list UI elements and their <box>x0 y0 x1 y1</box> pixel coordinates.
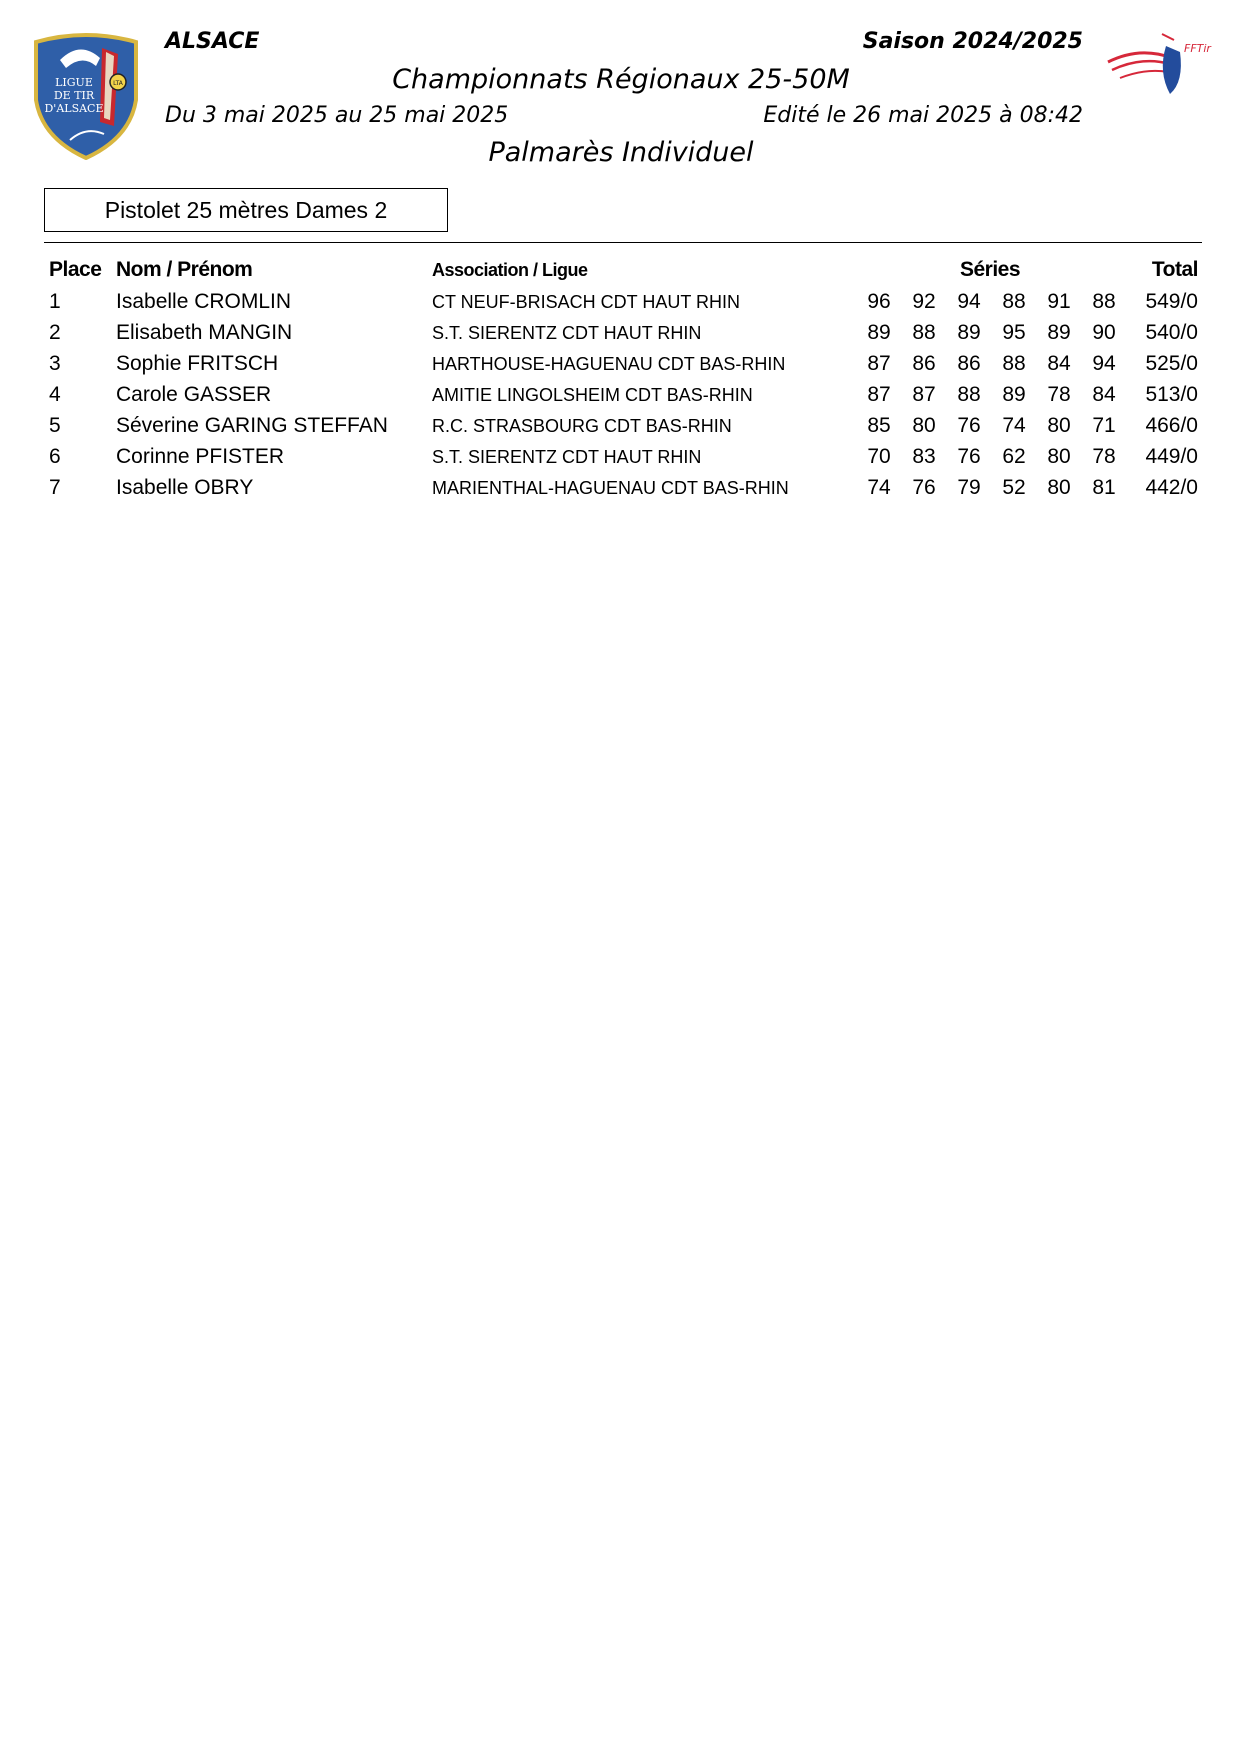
row-series-6: 81 <box>1092 476 1116 499</box>
event-dates: Du 3 mai 2025 au 25 mai 2025 <box>165 103 509 128</box>
row-series-5: 91 <box>1047 290 1071 313</box>
row-series-4: 95 <box>1002 321 1026 344</box>
category-box: Pistolet 25 mètres Dames 2 <box>44 188 448 232</box>
row-series-2: 92 <box>912 290 936 313</box>
row-series-1: 85 <box>867 414 891 437</box>
svg-text:LIGUE: LIGUE <box>55 76 93 89</box>
row-series-1: 89 <box>867 321 891 344</box>
row-series-5: 78 <box>1047 383 1071 406</box>
season-label: Saison 2024/2025 <box>862 29 1083 54</box>
region-name: ALSACE <box>165 29 260 54</box>
row-series-4: 52 <box>1002 476 1026 499</box>
row-name: Carole GASSER <box>116 383 272 406</box>
row-series-4: 89 <box>1002 383 1026 406</box>
row-series-6: 94 <box>1092 352 1116 375</box>
row-series-3: 89 <box>957 321 981 344</box>
row-series-3: 86 <box>957 352 981 375</box>
row-place: 4 <box>49 383 61 406</box>
svg-text:FFTir: FFTir <box>1184 42 1211 55</box>
row-total: 449/0 <box>1145 445 1198 468</box>
row-association: S.T. SIERENTZ CDT HAUT RHIN <box>432 323 702 343</box>
page-title: Championnats Régionaux 25-50M <box>392 64 850 95</box>
col-header-association: Association / Ligue <box>432 260 588 280</box>
row-series-4: 88 <box>1002 290 1026 313</box>
col-header-place: Place <box>49 258 102 281</box>
row-series-3: 88 <box>957 383 981 406</box>
col-header-series: Séries <box>959 258 1021 281</box>
svg-text:LTA: LTA <box>113 80 123 87</box>
row-series-6: 71 <box>1092 414 1116 437</box>
row-series-3: 94 <box>957 290 981 313</box>
row-series-5: 80 <box>1047 445 1071 468</box>
row-series-3: 76 <box>957 414 981 437</box>
svg-text:DE TIR: DE TIR <box>53 89 95 102</box>
header-divider <box>44 242 1202 243</box>
row-name: Elisabeth MANGIN <box>116 321 293 344</box>
row-total: 549/0 <box>1145 290 1198 313</box>
row-series-5: 80 <box>1047 414 1071 437</box>
row-series-1: 74 <box>867 476 891 499</box>
row-series-1: 70 <box>867 445 891 468</box>
row-association: S.T. SIERENTZ CDT HAUT RHIN <box>432 447 702 467</box>
row-total: 540/0 <box>1145 321 1198 344</box>
row-association: HARTHOUSE-HAGUENAU CDT BAS-RHIN <box>432 354 786 374</box>
row-series-5: 80 <box>1047 476 1071 499</box>
row-series-2: 80 <box>912 414 936 437</box>
edited-timestamp: Edité le 26 mai 2025 à 08:42 <box>763 103 1083 128</box>
row-association: MARIENTHAL-HAGUENAU CDT BAS-RHIN <box>432 478 789 498</box>
row-series-2: 86 <box>912 352 936 375</box>
row-total: 442/0 <box>1145 476 1198 499</box>
row-name: Isabelle CROMLIN <box>116 290 292 313</box>
row-place: 6 <box>49 445 61 468</box>
row-association: AMITIE LINGOLSHEIM CDT BAS-RHIN <box>432 385 753 405</box>
row-name: Isabelle OBRY <box>116 476 254 499</box>
row-series-2: 87 <box>912 383 936 406</box>
row-series-6: 84 <box>1092 383 1116 406</box>
row-series-1: 87 <box>867 383 891 406</box>
svg-text:D'ALSACE: D'ALSACE <box>44 102 104 115</box>
row-series-6: 78 <box>1092 445 1116 468</box>
row-name: Sophie FRITSCH <box>116 352 279 375</box>
row-place: 5 <box>49 414 61 437</box>
row-series-1: 96 <box>867 290 891 313</box>
row-series-2: 76 <box>912 476 936 499</box>
row-series-4: 62 <box>1002 445 1026 468</box>
row-total: 466/0 <box>1145 414 1198 437</box>
row-place: 7 <box>49 476 61 499</box>
row-series-5: 84 <box>1047 352 1071 375</box>
col-header-total: Total <box>1151 258 1198 281</box>
row-name: Séverine GARING STEFFAN <box>116 414 388 437</box>
row-series-2: 88 <box>912 321 936 344</box>
row-association: R.C. STRASBOURG CDT BAS-RHIN <box>432 416 732 436</box>
row-place: 2 <box>49 321 61 344</box>
row-series-2: 83 <box>912 445 936 468</box>
page-subtitle: Palmarès Individuel <box>488 137 754 168</box>
row-series-3: 79 <box>957 476 981 499</box>
row-series-4: 88 <box>1002 352 1026 375</box>
row-series-4: 74 <box>1002 414 1026 437</box>
row-name: Corinne PFISTER <box>116 445 285 468</box>
row-series-3: 76 <box>957 445 981 468</box>
row-total: 525/0 <box>1145 352 1198 375</box>
col-header-name: Nom / Prénom <box>116 258 253 281</box>
row-series-6: 88 <box>1092 290 1116 313</box>
row-series-6: 90 <box>1092 321 1116 344</box>
row-total: 513/0 <box>1145 383 1198 406</box>
row-series-1: 87 <box>867 352 891 375</box>
row-place: 3 <box>49 352 61 375</box>
row-place: 1 <box>49 290 61 313</box>
row-series-5: 89 <box>1047 321 1071 344</box>
row-association: CT NEUF-BRISACH CDT HAUT RHIN <box>432 292 741 312</box>
